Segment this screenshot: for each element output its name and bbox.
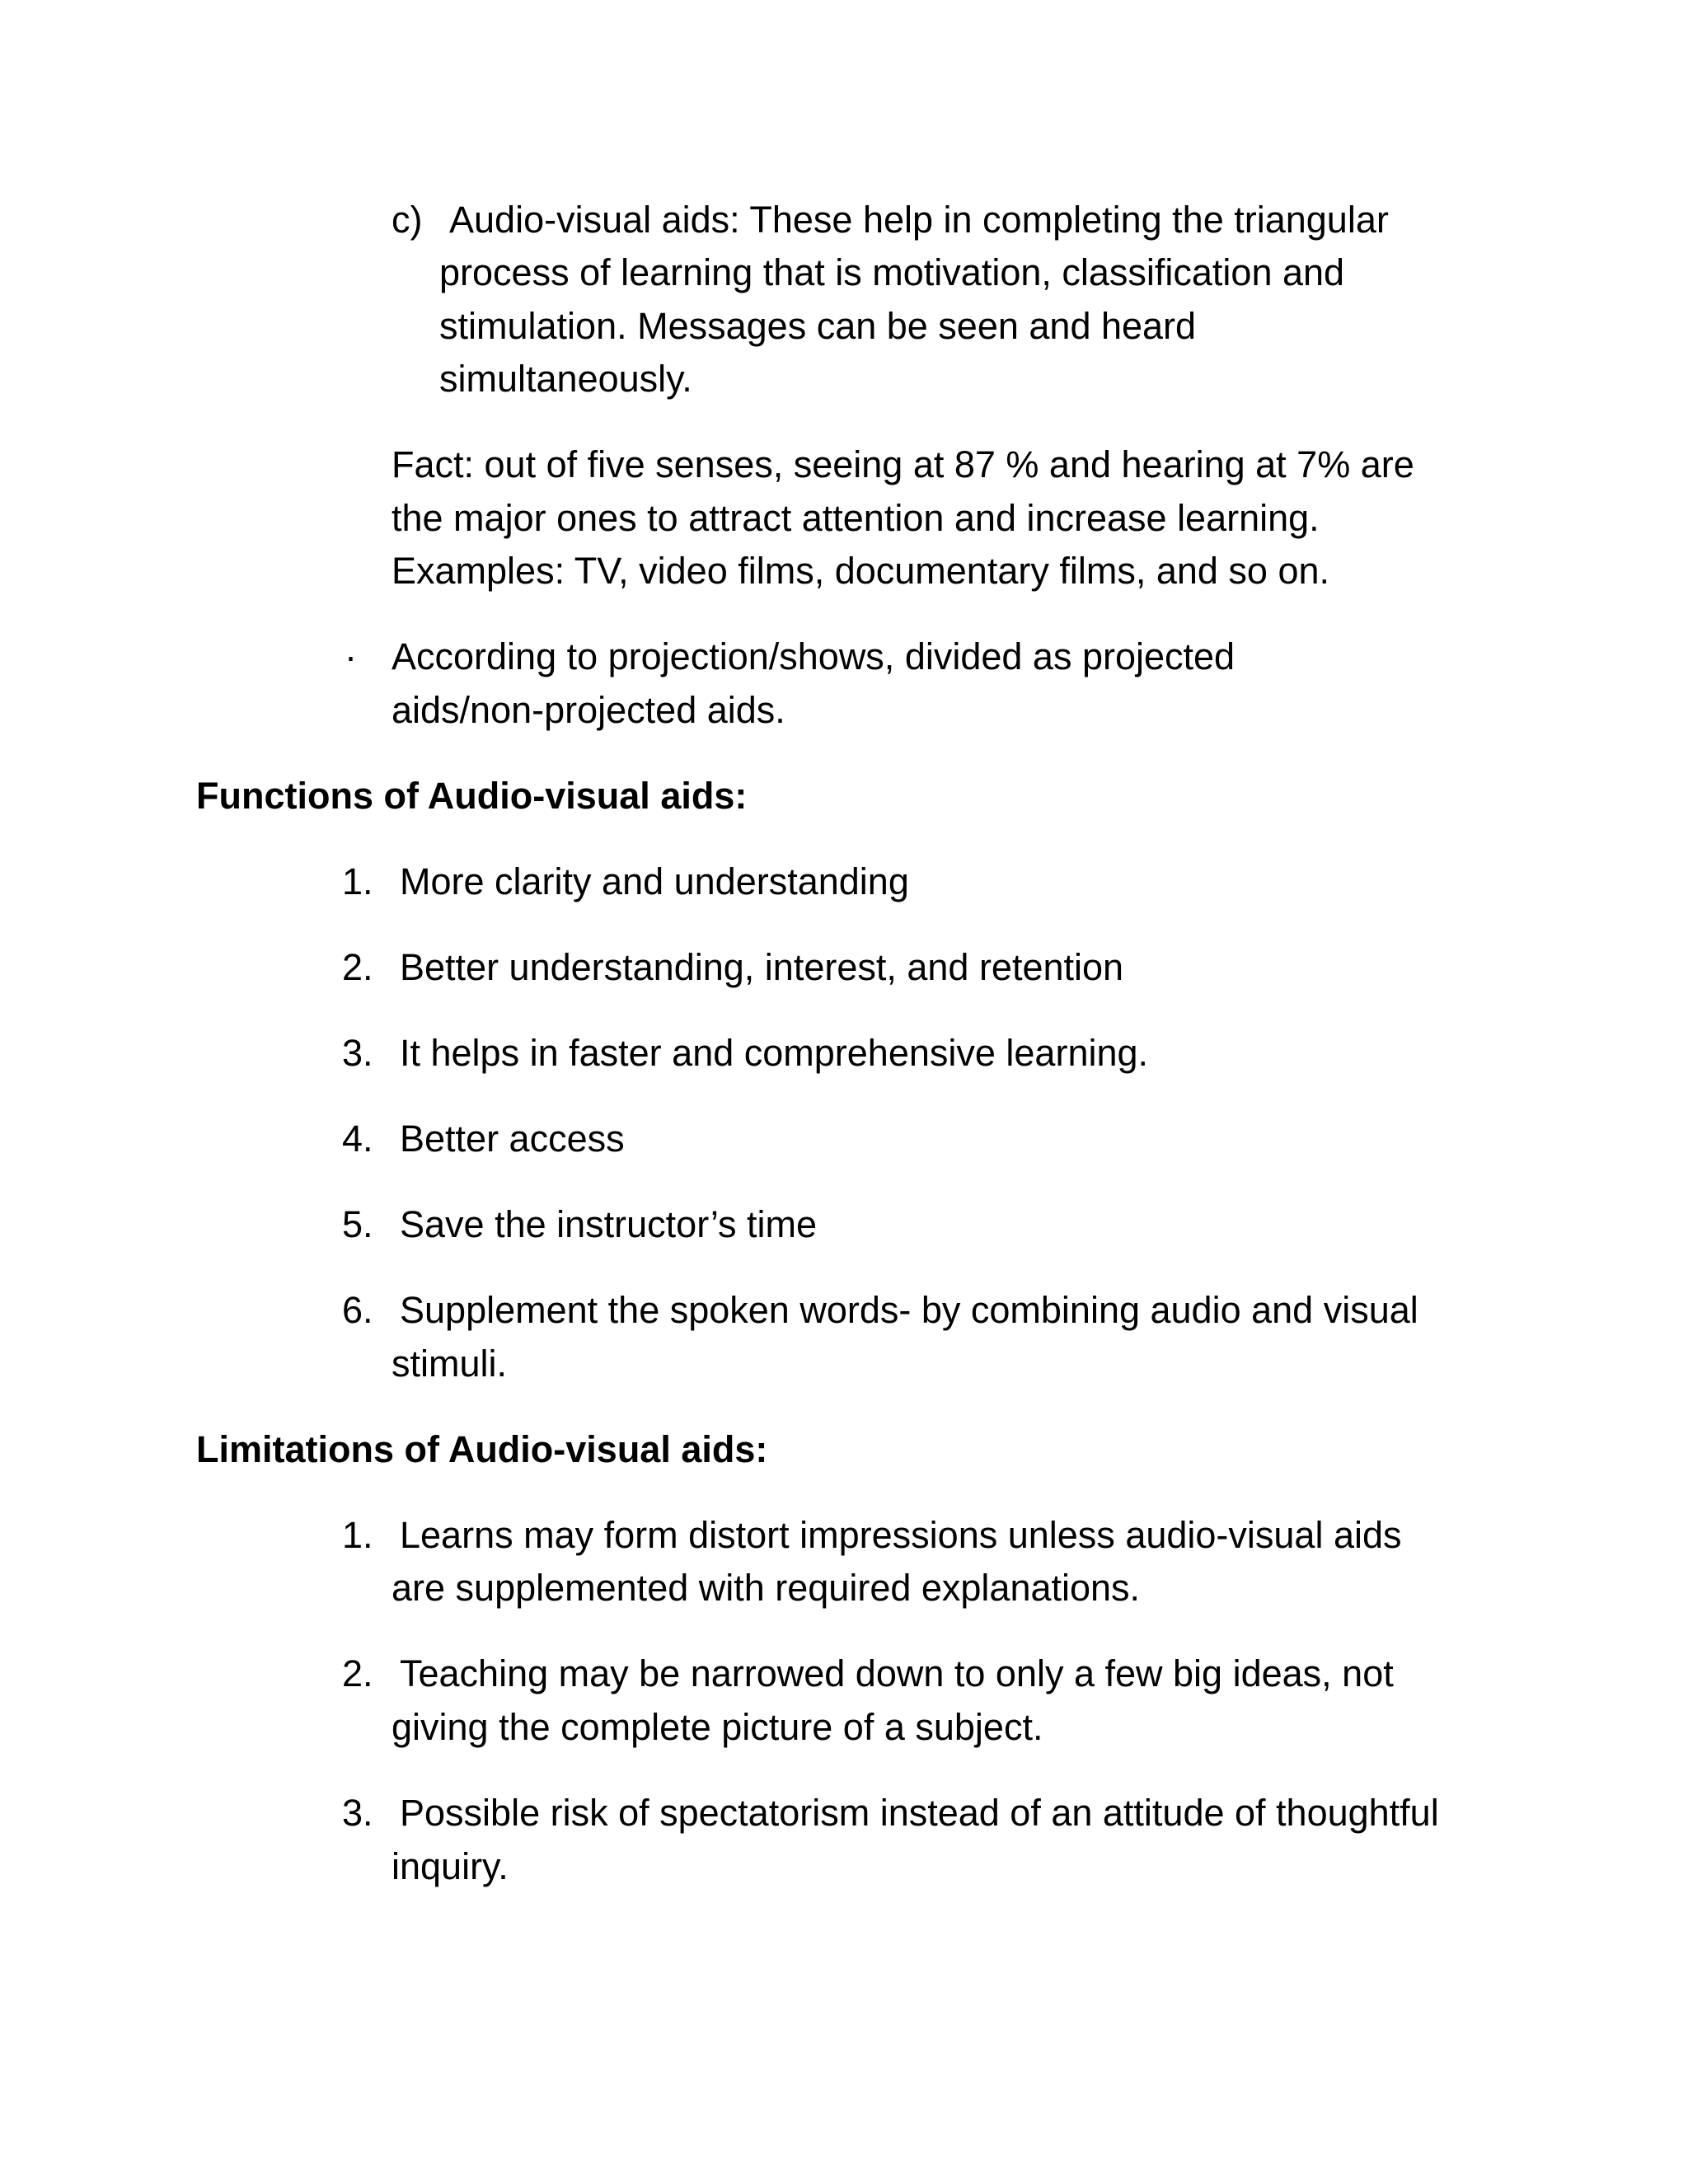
functions-item-6-line-1: Supplement the spoken words- by combining audio and visual [400,1289,1418,1331]
limitations-item-2-line-1: Teaching may be narrowed down to only a few big ideas, not [400,1652,1394,1694]
item-c-line-3: stimulation. Messages can be seen and heard [439,305,1197,347]
functions-item-6-line-2: stimuli. [392,1343,508,1385]
functions-item-6-number: 6. [342,1289,373,1331]
limitations-item-1-line-1: Learns may form distort impressions unless audio-visual aids [400,1514,1402,1556]
bullet-marker: · [345,635,357,677]
item-c-marker: c) [392,199,423,241]
limitations-item-2-number: 2. [342,1652,373,1694]
functions-item-3-text: It helps in faster and comprehensive learning. [400,1032,1149,1074]
functions-item-5-text: Save the instructor’s time [400,1203,818,1245]
functions-item-2-text: Better understanding, interest, and retention [400,946,1124,988]
functions-item-3-number: 3. [342,1032,373,1074]
limitations-heading: Limitations of Audio-visual aids: [196,1428,768,1470]
fact-line-2: the major ones to attract attention and increase learning. [392,497,1320,539]
bullet-line-1: According to projection/shows, divided as projected [392,635,1236,677]
limitations-item-3-line-2: inquiry. [392,1845,509,1887]
functions-item-1-text: More clarity and understanding [400,860,909,902]
limitations-item-3-line-1: Possible risk of spectatorism instead of an attitude of thoughtful [400,1792,1439,1834]
functions-item-4-text: Better access [400,1118,625,1160]
limitations-item-3-number: 3. [342,1792,373,1834]
limitations-item-2-line-2: giving the complete picture of a subject. [392,1706,1043,1748]
functions-heading: Functions of Audio-visual aids: [196,775,748,817]
fact-line-3: Examples: TV, video films, documentary films, and so on. [392,550,1330,592]
functions-item-1-number: 1. [342,860,373,902]
bullet-line-2: aids/non-projected aids. [392,689,785,731]
item-c-line-4: simultaneously. [439,358,692,400]
functions-item-5-number: 5. [342,1203,373,1245]
limitations-item-1-line-2: are supplemented with required explanations. [392,1567,1141,1609]
limitations-item-1-number: 1. [342,1514,373,1556]
item-c-line-1: Audio-visual aids: These help in completing the triangular [449,199,1389,241]
item-c-line-2: process of learning that is motivation, classification and [439,251,1345,293]
functions-item-4-number: 4. [342,1118,373,1160]
fact-line-1: Fact: out of five senses, seeing at 87 % and hearing at 7% are [392,443,1414,485]
functions-item-2-number: 2. [342,946,373,988]
